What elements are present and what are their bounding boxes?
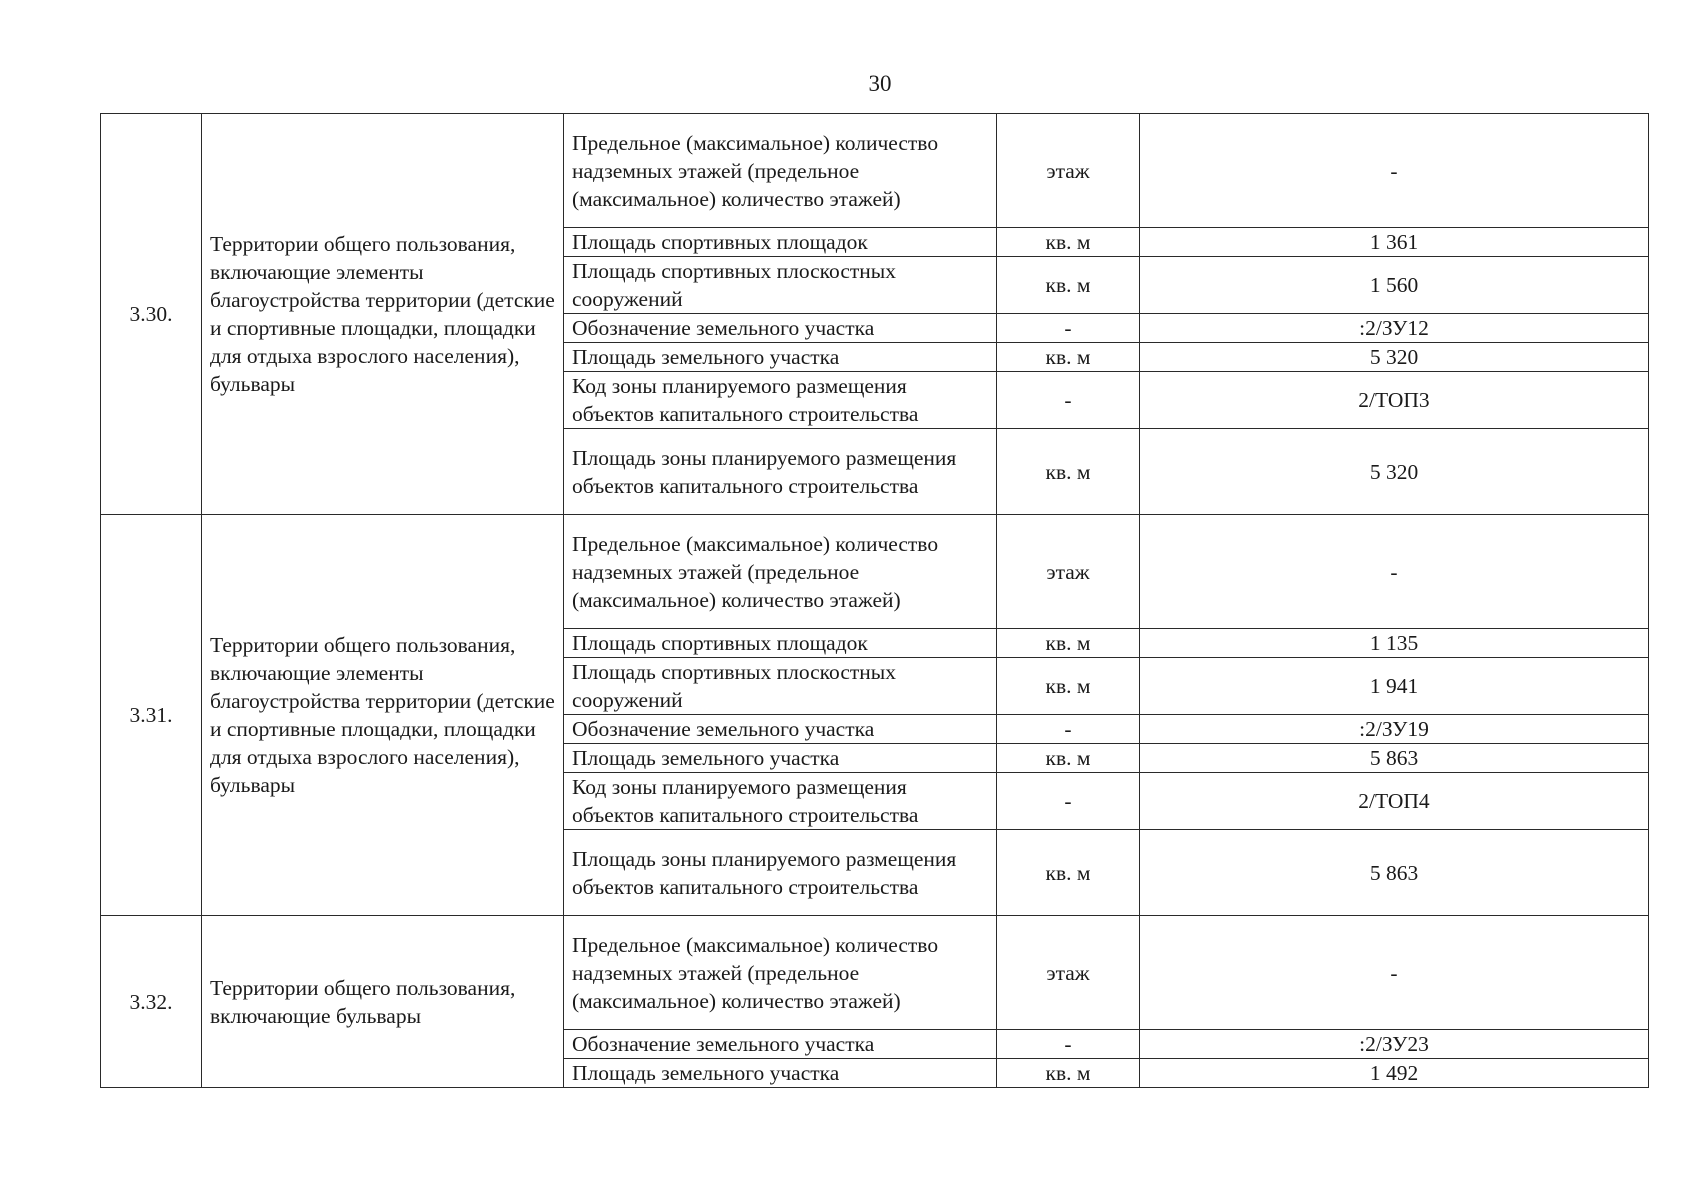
parameter-unit: кв. м bbox=[997, 629, 1140, 658]
item-number: 3.30. bbox=[101, 114, 202, 515]
parameter-value: - bbox=[1140, 114, 1649, 228]
parameter-unit: этаж bbox=[997, 114, 1140, 228]
parameter-unit: этаж bbox=[997, 916, 1140, 1030]
parameter-name: Площадь земельного участка bbox=[564, 343, 997, 372]
parameter-name: Площадь зоны планируемого размещения объектов капитального строительства bbox=[564, 830, 997, 916]
parameter-value: 1 135 bbox=[1140, 629, 1649, 658]
parameter-value: 2/ТОП4 bbox=[1140, 773, 1649, 830]
parameter-unit: этаж bbox=[997, 515, 1140, 629]
item-number: 3.31. bbox=[101, 515, 202, 916]
parameter-value: 5 320 bbox=[1140, 343, 1649, 372]
parameter-value: 2/ТОП3 bbox=[1140, 372, 1649, 429]
parameter-name: Предельное (максимальное) количество надземных этажей (предельное (максимальное) количество этажей) bbox=[564, 916, 997, 1030]
parameter-unit: кв. м bbox=[997, 343, 1140, 372]
parameter-unit: кв. м bbox=[997, 429, 1140, 515]
table-row bbox=[101, 114, 1649, 228]
parameter-name: Площадь земельного участка bbox=[564, 1059, 997, 1088]
parameter-unit: кв. м bbox=[997, 257, 1140, 314]
parameter-value: 1 361 bbox=[1140, 228, 1649, 257]
parameter-name: Код зоны планируемого размещения объектов капитального строительства bbox=[564, 372, 997, 429]
parameter-name: Обозначение земельного участка bbox=[564, 314, 997, 343]
parameters-table bbox=[100, 113, 1649, 1088]
table-row bbox=[101, 515, 1649, 629]
parameter-unit: - bbox=[997, 372, 1140, 429]
parameter-value: - bbox=[1140, 916, 1649, 1030]
parameter-value: 1 941 bbox=[1140, 658, 1649, 715]
parameter-unit: - bbox=[997, 773, 1140, 830]
parameter-name: Обозначение земельного участка bbox=[564, 1030, 997, 1059]
parameter-unit: - bbox=[997, 715, 1140, 744]
parameter-unit: кв. м bbox=[997, 830, 1140, 916]
item-number: 3.32. bbox=[101, 916, 202, 1088]
parameter-name: Код зоны планируемого размещения объектов капитального строительства bbox=[564, 773, 997, 830]
parameter-name: Площадь спортивных площадок bbox=[564, 228, 997, 257]
parameter-value: 1 492 bbox=[1140, 1059, 1649, 1088]
parameter-unit: кв. м bbox=[997, 1059, 1140, 1088]
page-number: 30 bbox=[868, 71, 892, 96]
parameter-name: Площадь зоны планируемого размещения объектов капитального строительства bbox=[564, 429, 997, 515]
parameter-name: Предельное (максимальное) количество надземных этажей (предельное (максимальное) количество этажей) bbox=[564, 114, 997, 228]
parameter-value: - bbox=[1140, 515, 1649, 629]
parameter-name: Обозначение земельного участка bbox=[564, 715, 997, 744]
parameter-unit: кв. м bbox=[997, 228, 1140, 257]
parameter-value: 5 863 bbox=[1140, 830, 1649, 916]
parameter-value: 5 320 bbox=[1140, 429, 1649, 515]
parameter-value: 1 560 bbox=[1140, 257, 1649, 314]
parameter-name: Площадь земельного участка bbox=[564, 744, 997, 773]
item-name: Территории общего пользования, включающие бульвары bbox=[202, 916, 564, 1088]
parameter-value: 5 863 bbox=[1140, 744, 1649, 773]
parameter-value: :2/ЗУ12 bbox=[1140, 314, 1649, 343]
parameter-unit: кв. м bbox=[997, 744, 1140, 773]
parameter-unit: кв. м bbox=[997, 658, 1140, 715]
item-name: Территории общего пользования, включающие элементы благоустройства территории (детские и спортивные площадки, площадки для отдыха взрослого населения), бульвары bbox=[202, 515, 564, 916]
parameter-unit: - bbox=[997, 1030, 1140, 1059]
parameter-name: Площадь спортивных плоскостных сооружений bbox=[564, 658, 997, 715]
parameter-name: Площадь спортивных плоскостных сооружений bbox=[564, 257, 997, 314]
parameter-value: :2/ЗУ19 bbox=[1140, 715, 1649, 744]
item-name: Территории общего пользования, включающие элементы благоустройства территории (детские и спортивные площадки, площадки для отдыха взрослого населения), бульвары bbox=[202, 114, 564, 515]
parameter-name: Площадь спортивных площадок bbox=[564, 629, 997, 658]
parameter-unit: - bbox=[997, 314, 1140, 343]
parameter-value: :2/ЗУ23 bbox=[1140, 1030, 1649, 1059]
table-row bbox=[101, 916, 1649, 1030]
parameter-name: Предельное (максимальное) количество надземных этажей (предельное (максимальное) количество этажей) bbox=[564, 515, 997, 629]
